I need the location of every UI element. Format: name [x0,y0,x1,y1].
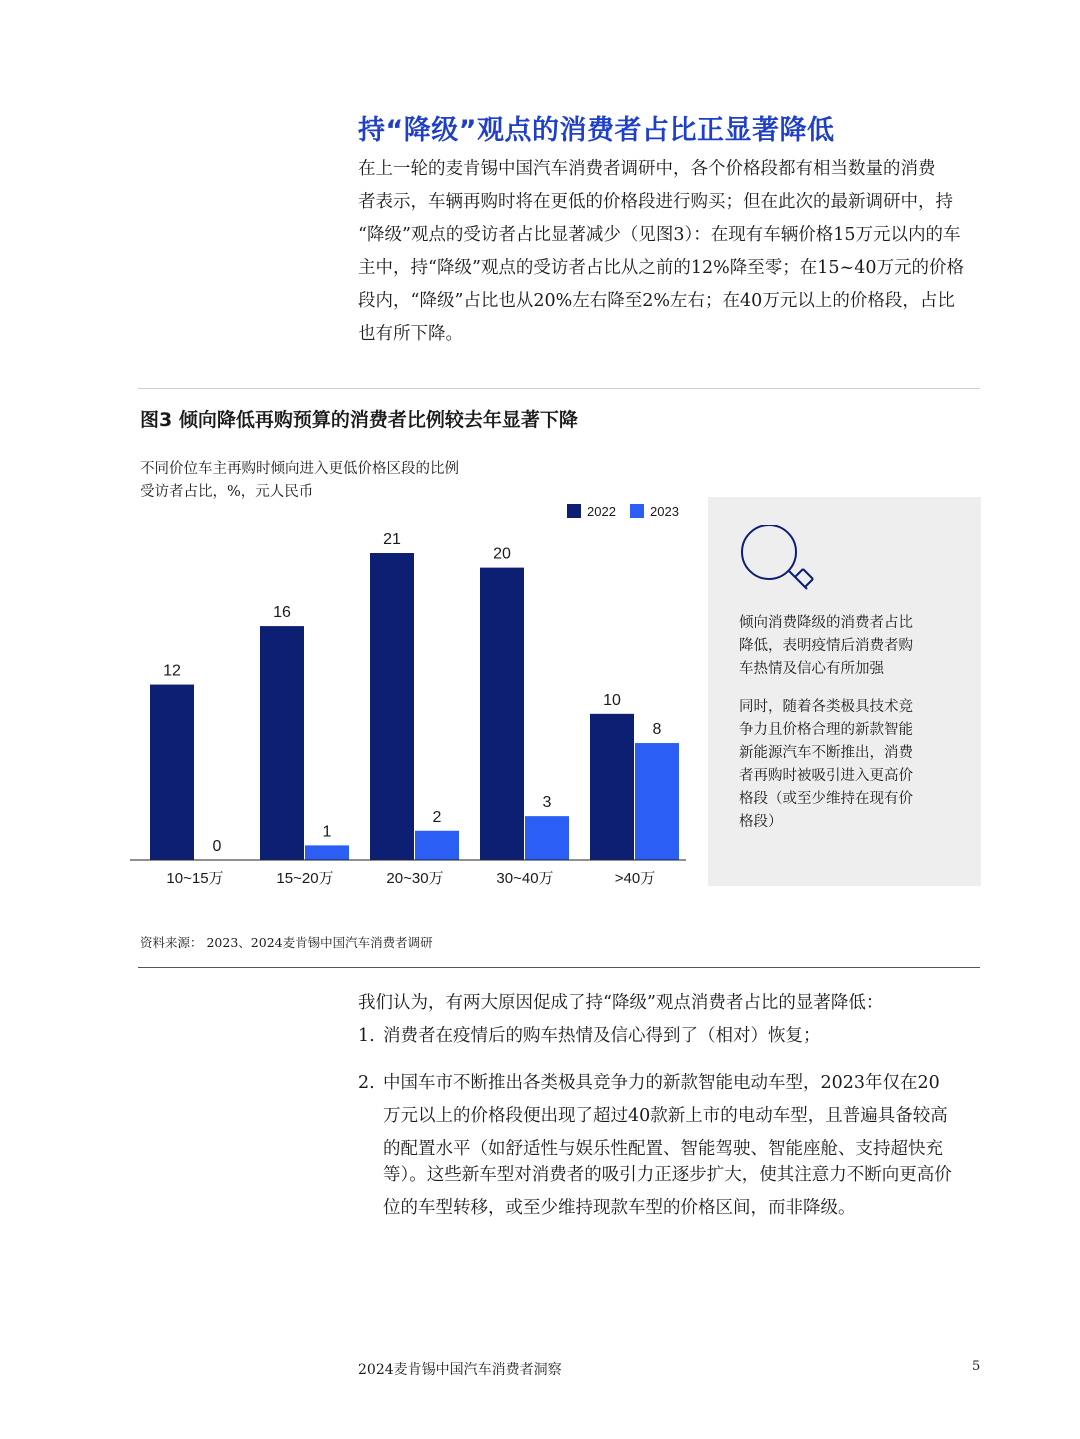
footer-title: 2024麦肯锡中国汽车消费者洞察 [358,1362,562,1378]
value-label-2022-4: 20 [493,545,511,563]
bar-2023-4 [525,816,569,860]
category-label-4: 30~40万 [496,870,554,887]
panel-text-2-line: 新能源汽车不断推出，消费 [739,745,913,761]
reason-2-number: 2. [358,1073,375,1093]
section-heading: 持“降级”观点的消费者占比正显著降低 [358,115,835,146]
bar-2023-3 [415,831,459,860]
intro-line-2: 者表示，车辆再购时将在更低的价格段进行购买；但在此次的最新调研中，持 [358,192,953,212]
category-label-2: 15~20万 [276,870,334,887]
bar-2022-5 [590,714,634,860]
panel-text-2-line: 争力且价格合理的新款智能 [739,722,913,738]
category-label-3: 20~30万 [386,870,444,887]
value-label-2023-3: 2 [432,808,442,826]
value-label-2022-3: 21 [383,531,401,548]
intro-line-4: 主中，持“降级”观点的受访者占比从之前的12%降至零；在15~40万元的价格 [358,258,964,278]
chart-bars [150,553,679,860]
chart-category-labels [166,870,655,887]
reason-1-text: 消费者在疫情后的购车热情及信心得到了（相对）恢复； [383,1026,821,1046]
value-label-2023-5: 8 [652,721,662,739]
chart-legend [567,504,679,519]
panel-text-1-line: 倾向消费降级的消费者占比 [739,615,913,631]
panel-text-2-line: 格段） [739,814,783,830]
panel-text-2-line: 者再购时被吸引进入更高价 [739,768,913,784]
figure-source: 资料来源： 2023、2024麦肯锡中国汽车消费者调研 [140,935,433,950]
panel-text-2-line: 格段（或至少维持在现有价 [739,791,913,807]
bar-2022-2 [260,626,304,860]
panel-text-1-line: 降低，表明疫情后消费者购 [739,638,913,654]
bar-2022-4 [480,568,524,860]
panel-text-1 [739,612,969,681]
insight-panel [708,497,981,886]
magnifier-icon [739,525,817,591]
reason-1-number: 1. [358,1026,375,1046]
page-number: 5 [972,1359,981,1374]
value-label-2022-5: 10 [603,691,621,709]
reason-2-line-2: 万元以上的价格段便出现了超过40款新上市的电动车型，且普遍具备较高 [383,1106,948,1126]
figure-unit-note: 受访者占比，%，元人民币 [140,484,314,500]
intro-line-6: 也有所下降。 [358,324,463,344]
reasons-intro: 我们认为，有两大原因促成了持“降级”观点消费者占比的显著降低： [358,993,884,1013]
legend-label-2022: 2022 [587,504,616,519]
figure-subtitle: 不同价位车主再购时倾向进入更低价格区段的比例 [140,461,459,477]
divider-top [138,388,980,389]
reason-2-line-1: 中国车市不断推出各类极具竞争力的新款智能电动车型，2023年仅在20 [383,1073,940,1093]
value-label-2023-1: 0 [212,838,222,855]
category-label-5: >40万 [614,870,656,887]
bar-2022-3 [370,553,414,860]
bar-2023-5 [635,743,679,860]
bar-chart [130,495,700,900]
panel-text-1-line: 车热情及信心有所加强 [739,661,884,677]
legend-swatch-2023 [630,504,644,518]
panel-text-2 [739,696,969,834]
panel-text-2-line: 同时，随着各类极具技术竞 [739,699,913,715]
legend-label-2023: 2023 [650,504,679,519]
value-label-2022-1: 12 [163,662,181,680]
value-label-2023-2: 1 [322,823,332,841]
intro-line-1: 在上一轮的麦肯锡中国汽车消费者调研中，各个价格段都有相当数量的消费 [358,159,936,179]
intro-line-3: “降级”观点的受访者占比显著减少（见图3）：在现有车辆价格15万元以内的车 [358,225,961,245]
intro-line-5: 段内，“降级”占比也从20%左右降至2%左右；在40万元以上的价格段，占比 [358,291,955,311]
bar-2023-2 [305,845,349,860]
bar-2022-1 [150,685,194,860]
legend-swatch-2022 [567,504,581,518]
figure-title: 图3 倾向降低再购预算的消费者比例较去年显著下降 [140,409,578,431]
divider-bottom [138,967,980,968]
value-label-2022-2: 16 [273,604,291,622]
category-label-1: 10~15万 [166,870,224,887]
value-label-2023-4: 3 [542,794,552,812]
reason-2-line-5: 位的车型转移，或至少维持现款车型的价格区间，而非降级。 [383,1198,856,1218]
reason-2-line-4: 等）。这些新车型对消费者的吸引力正逐步扩大，使其注意力不断向更高价 [383,1165,952,1185]
reason-2-line-3: 的配置水平（如舒适性与娱乐性配置、智能驾驶、智能座舱、支持超快充 [383,1139,943,1159]
